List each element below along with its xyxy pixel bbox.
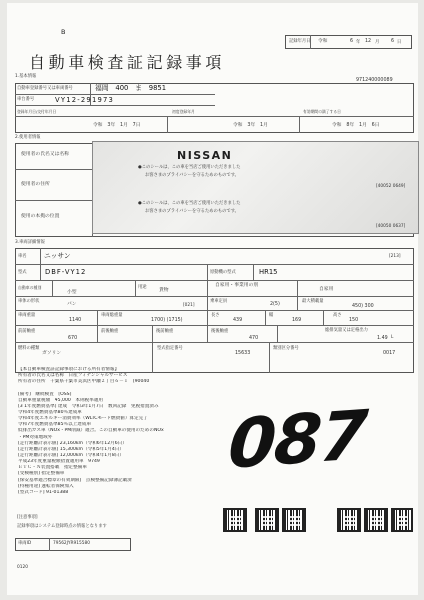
nissan-logo: NISSAN <box>177 149 233 162</box>
purpose-label: 自家用・事業用の別 <box>215 283 259 288</box>
section-vehicle-title: 3.車両詳細情報 <box>15 240 45 245</box>
chassis-value: VY12-291973 <box>55 96 115 104</box>
reg-label: 自動車登録番号又は車両番号 <box>17 86 73 91</box>
seal-text-2: お客さまのプライバシーを守るためのものです。 <box>145 173 239 178</box>
divider <box>253 264 254 280</box>
user-code-1: [40052 0649] <box>376 184 406 189</box>
vehicle-id-value: 79562JYR915580 <box>53 541 90 546</box>
user-address-label: 使用者の住所 <box>21 182 50 187</box>
notes-line: [走行距離計表示値] 12,000km（令和4年1月8日） <box>18 452 124 458</box>
engine-value: HR15 <box>259 268 278 276</box>
qr-code-4 <box>337 508 361 532</box>
record-date-year: 6 <box>350 39 354 44</box>
divider <box>15 116 414 117</box>
height-value: 150 <box>349 318 359 323</box>
divider <box>299 116 300 133</box>
year-unit: 年 <box>356 40 361 45</box>
divider <box>49 538 50 551</box>
type-value: 小型 <box>67 290 77 295</box>
divider <box>15 310 414 311</box>
seal-text-4: お客さまのプライバシーを守るためのものです。 <box>145 209 239 214</box>
use-label: 用途 <box>138 285 147 290</box>
engine-label: 原動機の型式 <box>210 270 236 275</box>
shape-label: 車体の形状 <box>18 299 40 304</box>
divider <box>15 264 414 265</box>
maxload-value: 450) 300 <box>352 304 374 309</box>
gross-value: 1700) (1715) <box>151 318 183 323</box>
notes-line: 平成23年度重量税額措置適用車 9749 <box>18 459 100 465</box>
user-code-2: [40050 0637] <box>376 224 406 229</box>
capacity-value: 2(5) <box>270 302 280 307</box>
notes-line: [型式コード] 91-01388 <box>18 489 69 495</box>
notice-title: [注意事項] <box>17 515 38 520</box>
divider <box>15 169 92 170</box>
record-date-month: 12 <box>365 39 372 44</box>
divider <box>297 280 298 296</box>
section-user-title: 2.使用者情報 <box>15 135 41 140</box>
notes-line: [3 1年度燃費基準] 達成 令和3年1月7日 数回記録 免税措置済み <box>18 403 159 409</box>
user-name-label: 使用者の氏名又は名称 <box>21 152 69 157</box>
model-value: DBF-VY12 <box>45 268 87 276</box>
divider <box>97 325 98 342</box>
handwritten-number: 087 <box>225 396 369 485</box>
fr-label: 前後軸重 <box>101 329 119 334</box>
maker-value: ニッサン <box>44 252 71 260</box>
divider <box>310 35 311 49</box>
width-value: 169 <box>292 318 302 323</box>
notes-line: [特種用途] 運転者保険加入 <box>18 483 74 489</box>
disp-label: 総排気量又は定格出力 <box>325 328 368 333</box>
disp-value: 1.49 <box>377 336 388 341</box>
document-code: 971240000089 <box>356 78 393 83</box>
width-label: 幅 <box>269 313 274 318</box>
notes-line: [保安基準適合標章の有効期限] 点検整備記録簿記載済 <box>18 477 132 483</box>
divider <box>40 264 41 280</box>
record-date-era: 令和 <box>318 39 328 44</box>
divider <box>15 296 414 297</box>
record-date-day: 6 <box>391 39 395 44</box>
document-title: 自動車検査証記録事項 <box>29 53 226 72</box>
qr-code-1 <box>223 508 247 532</box>
notes-line: 低排出ガス車（NOx・PM削減）適合。この自動車の使用のためのNOx <box>18 428 164 434</box>
fuel-value: ガソリン <box>42 351 62 356</box>
notes-line: 【本自動車検査証記録事項における所有者情報】 <box>18 367 120 372</box>
ff-value: 670 <box>68 336 78 341</box>
cat-value: 0017 <box>383 351 396 356</box>
notes-line: [備考] 継続検査 [OSS] <box>18 391 72 397</box>
reg-value: 福岡 400 ま 9851 <box>95 84 167 92</box>
divider <box>135 280 136 296</box>
shape-value: バン <box>67 302 77 307</box>
divider <box>15 342 414 343</box>
divider <box>207 296 208 310</box>
notes-line: [走行距離計表示値] 23,160km（令和6年12月6日） <box>18 440 127 446</box>
notes-line: 令和4年度エネルギー消費効率（WLTCモード燃費値）算定完了 <box>18 416 148 422</box>
cat-label: 類別区分番号 <box>273 346 299 351</box>
divider <box>15 105 215 106</box>
purpose-value: 自家用 <box>319 287 334 292</box>
divider <box>207 280 208 296</box>
rr-label: 後後軸重 <box>211 329 229 334</box>
notes-line: 所有者の氏名又は名称 日産フィナンシャルサービス <box>18 373 128 379</box>
use-value: 貨物 <box>159 288 169 293</box>
notes-line: 自動車重量税額 ¥5,000 本則税率適用 <box>18 397 103 403</box>
notes-line: [受検種別] 指定整備車 <box>18 471 65 477</box>
length-value: 439 <box>233 318 243 323</box>
section-basic-title: 1.基本情報 <box>15 74 37 79</box>
divider <box>15 200 92 201</box>
divider <box>152 325 153 342</box>
length-label: 長さ <box>211 313 220 318</box>
first-inspect-label: 初度登録年月 <box>172 109 195 114</box>
divider <box>15 94 215 95</box>
expiry-value: 令和 8年 1月 6日 <box>332 123 380 128</box>
first-reg-label: 登録年月日/交付年月日 <box>17 109 57 114</box>
header-letter: B <box>61 28 66 36</box>
spec-label: 型式指定番号 <box>157 346 183 351</box>
shape-code: [021] <box>183 303 195 308</box>
divider <box>323 310 324 325</box>
qr-code-3 <box>282 508 306 532</box>
privacy-seal-sticker <box>92 141 419 234</box>
notes-line: 所有者の住所 千葉県千葉市美浜区中瀬２丁目６－１ [90040 <box>18 379 150 385</box>
weight-label: 車両重量 <box>18 313 36 318</box>
divider <box>265 310 266 325</box>
spec-value: 15633 <box>235 351 251 356</box>
divider <box>52 280 53 296</box>
seal-text-3: ●このシールは、この車を当店ご使用いただきました <box>138 201 241 206</box>
divider <box>269 342 270 373</box>
gross-label: 車両総重量 <box>101 313 123 318</box>
notes-line: 令和7年度燃費基準85％以上達成車 <box>18 422 92 428</box>
notes-line: [走行距離計表示値] 15,300km（令和5年1月4日） <box>18 446 124 452</box>
fuel-label: 燃料の種類 <box>18 346 40 351</box>
chassis-label: 車台番号 <box>17 97 35 102</box>
first-reg-value: 令和 3年 1月 7日 <box>93 123 141 128</box>
expiry-label: 有効期間の満了する日 <box>303 109 341 114</box>
user-base-label: 使用の本拠の位置 <box>21 214 60 219</box>
divider <box>277 325 278 342</box>
qr-code-6 <box>391 508 413 532</box>
height-label: 高さ <box>333 313 342 318</box>
divider <box>207 310 208 325</box>
vehicle-id-label: 車両ID <box>18 541 32 546</box>
rr-value: 470 <box>249 336 259 341</box>
notes-line: 令和4年度燃費基準80％達成車 <box>18 409 82 415</box>
seal-text-1: ●このシールは、この車を当店ご使用いただきました <box>138 165 241 170</box>
divider <box>167 116 168 133</box>
rf-label: 後前軸重 <box>156 329 174 334</box>
notes-text <box>18 367 218 496</box>
disp-unit: L <box>391 335 394 340</box>
divider <box>297 296 298 310</box>
first-inspect-value: 令和 3年 1月 <box>233 123 268 128</box>
page-code: 0120 <box>17 565 28 570</box>
notes-line: ＥＴＣ・Ｎ装置搭載 指定整備車 <box>18 465 87 471</box>
divider <box>40 248 41 264</box>
notice-text: 記録事項はシステム登録時点の情報となります <box>17 524 107 529</box>
model-label: 型式 <box>18 270 27 275</box>
maxload-label: 最大積載量 <box>302 299 324 304</box>
divider <box>97 310 98 325</box>
qr-code-5 <box>364 508 388 532</box>
weight-value: 1140 <box>69 318 82 323</box>
inspection-record-document <box>7 3 418 595</box>
divider <box>15 280 414 281</box>
divider <box>207 325 208 342</box>
maker-label: 車名 <box>18 254 27 259</box>
type-label: 自動車の種別 <box>18 285 42 290</box>
qr-code-2 <box>255 508 279 532</box>
record-date-label: 記録年月日 <box>289 39 311 44</box>
maker-code: [213] <box>389 254 401 259</box>
divider <box>15 325 414 326</box>
capacity-label: 乗車定員 <box>210 299 228 304</box>
divider <box>207 264 208 280</box>
day-unit: 日 <box>397 40 402 45</box>
ff-label: 前前軸重 <box>18 329 36 334</box>
month-unit: 月 <box>375 40 380 45</box>
notes-line: ・PM対策地域外 <box>18 434 53 440</box>
